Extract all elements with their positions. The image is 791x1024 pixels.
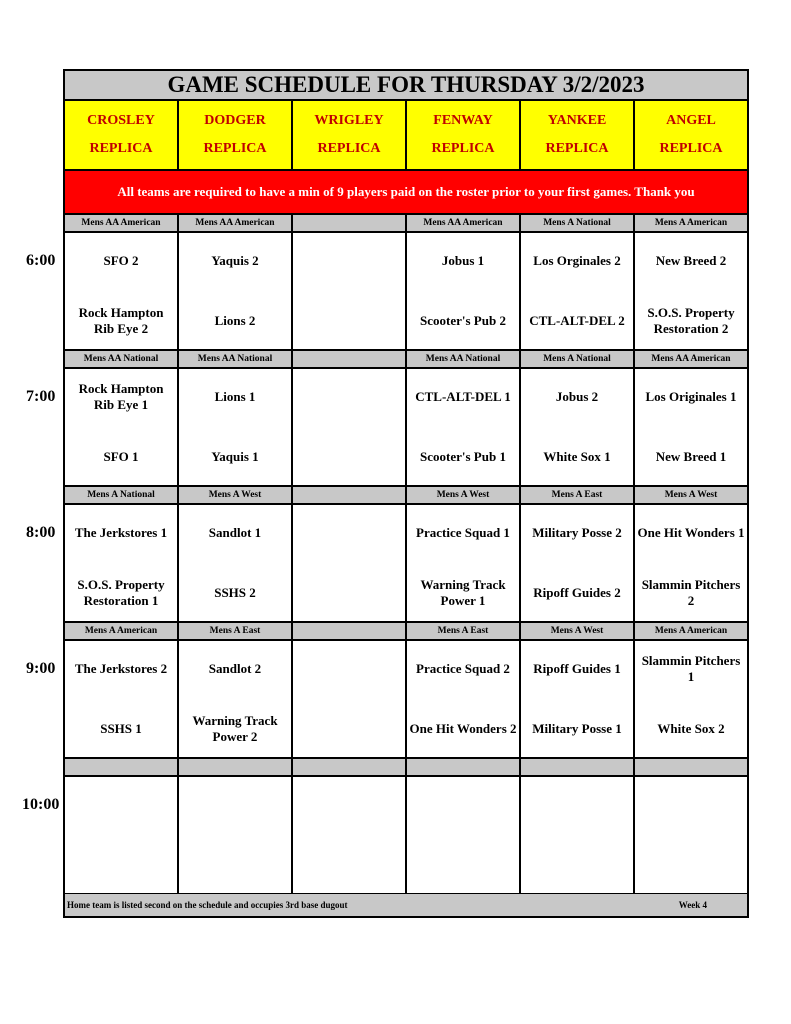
away-team: Jobus 1 [441, 253, 485, 268]
field-subtitle: REPLICA [317, 141, 381, 156]
footer-note: Home team is listed second on the schedule and occupies 3rd base dugout [67, 900, 348, 910]
league-label [407, 759, 521, 777]
game-cell [179, 233, 293, 351]
league-label: Mens A National [521, 215, 635, 233]
away-team: CTL-ALT-DEL 1 [415, 389, 511, 404]
field-name: YANKEE [547, 113, 607, 128]
league-label [293, 215, 407, 233]
away-team: The Jerkstores 2 [74, 661, 168, 676]
home-team [295, 711, 403, 747]
league-label [293, 351, 407, 369]
away-team: Los Orginales 2 [533, 253, 621, 268]
away-team [295, 243, 403, 279]
game-cell [179, 641, 293, 759]
away-team [523, 787, 631, 823]
home-team: White Sox 2 [657, 721, 725, 736]
league-label: Mens A American [65, 623, 179, 641]
game-cell [65, 369, 179, 487]
league-label: Mens AA American [179, 215, 293, 233]
league-label: Mens A East [521, 487, 635, 505]
away-team: Jobus 2 [555, 389, 599, 404]
league-label: Mens A East [179, 623, 293, 641]
field-header [293, 101, 407, 171]
home-team: Lions 2 [214, 313, 256, 328]
schedule-sheet [63, 69, 749, 918]
away-team: Sandlot 2 [208, 661, 262, 676]
away-team: SFO 2 [103, 253, 139, 268]
league-label [293, 623, 407, 641]
home-team [637, 847, 745, 883]
home-team: S.O.S. Property Restoration 1 [77, 577, 165, 608]
home-team: Scooter's Pub 2 [420, 313, 506, 328]
away-team: One Hit Wonders 1 [637, 525, 745, 540]
game-cell [179, 777, 293, 895]
away-team: Sandlot 1 [208, 525, 262, 540]
time-label: 6:00 [26, 252, 56, 269]
away-team: Military Posse 2 [532, 525, 622, 540]
field-subtitle: REPLICA [545, 141, 609, 156]
footer-bar [65, 894, 747, 916]
league-label [179, 759, 293, 777]
league-label: Mens A National [65, 487, 179, 505]
home-team [295, 303, 403, 339]
field-header [521, 101, 635, 171]
game-cell [407, 369, 521, 487]
time-label: 8:00 [26, 524, 56, 541]
away-team: Practice Squad 2 [416, 661, 510, 676]
home-team: Scooter's Pub 1 [420, 449, 506, 464]
away-team: New Breed 2 [655, 253, 727, 268]
home-team: Warning Track Power 1 [420, 577, 506, 608]
field-subtitle: REPLICA [203, 141, 267, 156]
game-cell [635, 777, 747, 895]
game-cell [407, 505, 521, 623]
away-team [295, 515, 403, 551]
game-cell [407, 233, 521, 351]
field-header [179, 101, 293, 171]
time-label: 9:00 [26, 660, 56, 677]
roster-notice: All teams are required to have a min of 9 players paid on the roster prior to your first games. Thank you [65, 171, 747, 215]
game-cell [407, 777, 521, 895]
league-label: Mens A West [635, 487, 747, 505]
away-team [295, 651, 403, 687]
home-team: SSHS 1 [100, 721, 142, 736]
field-header [635, 101, 747, 171]
game-cell [65, 641, 179, 759]
home-team: New Breed 1 [655, 449, 727, 464]
league-label: Mens A East [407, 623, 521, 641]
game-cell [293, 505, 407, 623]
away-team: Los Originales 1 [645, 389, 737, 404]
home-team: One Hit Wonders 2 [409, 721, 517, 736]
game-cell [179, 369, 293, 487]
away-team [295, 787, 403, 823]
field-subtitle: REPLICA [659, 141, 723, 156]
league-label: Mens A National [521, 351, 635, 369]
game-cell [635, 505, 747, 623]
away-team: The Jerkstores 1 [74, 525, 168, 540]
game-cell [635, 233, 747, 351]
league-label: Mens AA National [179, 351, 293, 369]
league-label [635, 759, 747, 777]
home-team: SFO 1 [103, 449, 139, 464]
game-cell [65, 233, 179, 351]
home-team [523, 847, 631, 883]
home-team [181, 847, 289, 883]
away-team [637, 787, 745, 823]
league-label: Mens A West [179, 487, 293, 505]
league-label: Mens AA National [65, 351, 179, 369]
league-label [293, 487, 407, 505]
away-team: Yaquis 2 [211, 253, 259, 268]
game-cell [521, 233, 635, 351]
field-header [65, 101, 179, 171]
away-team: Lions 1 [214, 389, 256, 404]
home-team: White Sox 1 [543, 449, 611, 464]
home-team: Rock Hampton Rib Eye 2 [78, 305, 164, 336]
field-name: FENWAY [433, 113, 493, 128]
away-team: Ripoff Guides 1 [533, 661, 621, 676]
away-team [295, 379, 403, 415]
away-team [67, 787, 175, 823]
home-team [295, 575, 403, 611]
page-title: GAME SCHEDULE FOR THURSDAY 3/2/2023 [65, 71, 747, 101]
away-team [181, 787, 289, 823]
home-team [409, 847, 517, 883]
game-cell [65, 505, 179, 623]
league-label: Mens AA American [635, 351, 747, 369]
away-team: Rock Hampton Rib Eye 1 [78, 381, 164, 412]
game-cell [521, 777, 635, 895]
field-subtitle: REPLICA [89, 141, 153, 156]
game-cell [179, 505, 293, 623]
home-team: SSHS 2 [214, 585, 256, 600]
league-label [65, 759, 179, 777]
home-team [295, 847, 403, 883]
league-label: Mens AA National [407, 351, 521, 369]
game-cell [521, 369, 635, 487]
league-label: Mens A American [635, 215, 747, 233]
league-label [521, 759, 635, 777]
field-name: WRIGLEY [314, 113, 384, 128]
field-name: ANGEL [666, 113, 716, 128]
league-label: Mens AA American [407, 215, 521, 233]
league-label: Mens A West [521, 623, 635, 641]
away-team [409, 787, 517, 823]
field-header [407, 101, 521, 171]
home-team [295, 439, 403, 475]
game-cell [293, 233, 407, 351]
field-subtitle: REPLICA [431, 141, 495, 156]
league-label: Mens AA American [65, 215, 179, 233]
game-cell [521, 641, 635, 759]
game-cell [293, 641, 407, 759]
league-label: Mens A American [635, 623, 747, 641]
home-team: CTL-ALT-DEL 2 [529, 313, 625, 328]
game-cell [407, 641, 521, 759]
game-cell [521, 505, 635, 623]
game-cell [635, 369, 747, 487]
home-team: Yaquis 1 [211, 449, 259, 464]
game-cell [293, 369, 407, 487]
time-label: 10:00 [22, 796, 60, 813]
game-cell [635, 641, 747, 759]
home-team: Ripoff Guides 2 [533, 585, 621, 600]
game-cell [65, 777, 179, 895]
away-team: Slammin Pitchers 1 [641, 653, 741, 684]
home-team: Military Posse 1 [532, 721, 622, 736]
away-team: Practice Squad 1 [416, 525, 510, 540]
home-team [67, 847, 175, 883]
field-name: CROSLEY [87, 113, 155, 128]
home-team: Warning Track Power 2 [192, 713, 278, 744]
league-label: Mens A West [407, 487, 521, 505]
league-label [293, 759, 407, 777]
time-label: 7:00 [26, 388, 56, 405]
footer-week: Week 4 [678, 900, 707, 910]
field-name: DODGER [204, 113, 266, 128]
home-team: Slammin Pitchers 2 [641, 577, 741, 608]
home-team: S.O.S. Property Restoration 2 [647, 305, 735, 336]
game-cell [293, 777, 407, 895]
